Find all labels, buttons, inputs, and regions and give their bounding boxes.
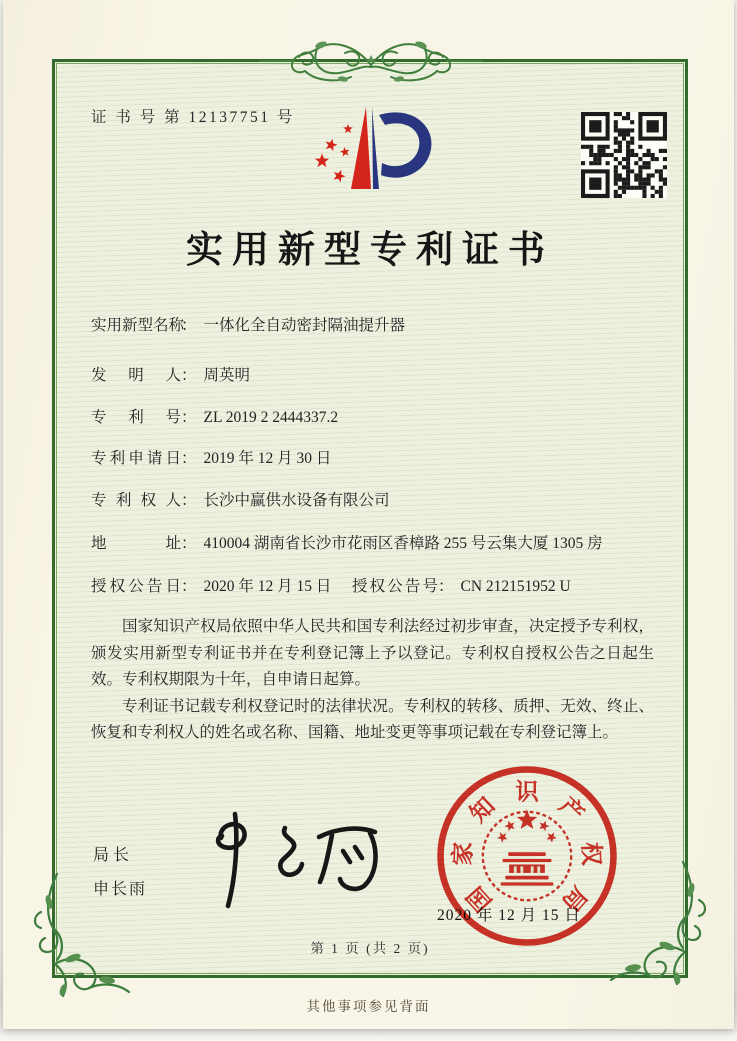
svg-text:知: 知: [465, 792, 501, 828]
field-row-patent-no: [91, 405, 657, 427]
page-number: 第 1 页 (共 2 页): [310, 941, 430, 956]
field-label: 专利申请日: [91, 450, 181, 467]
field-label: 地址: [91, 535, 181, 552]
field-value: CN 212151952 U: [460, 578, 571, 595]
certificate-title: 实用新型专利证书: [186, 230, 554, 271]
certificate-paper: [3, 0, 734, 1029]
svg-text:局: 局: [556, 880, 592, 916]
back-side-note: 其他事项参见背面: [306, 999, 431, 1014]
field-label: 专利号: [91, 409, 181, 426]
field-colon: ：: [181, 578, 197, 595]
commissioner-signature: [191, 806, 389, 914]
field-colon: ：: [181, 492, 197, 509]
field-colon: ：: [438, 578, 454, 595]
field-row-grant-date: [91, 574, 657, 596]
field-label: 授权公告号: [352, 578, 438, 595]
field-colon: ：: [181, 367, 197, 384]
field-value: 一体化全自动密封隔油提升器: [203, 317, 406, 334]
svg-text:国: 国: [462, 880, 498, 916]
field-row-filing-date: [91, 446, 657, 468]
field-value: 2019 年 12 月 30 日: [203, 450, 332, 467]
svg-text:权: 权: [576, 841, 604, 866]
commissioner-name: 申长雨: [93, 881, 148, 898]
svg-text:产: 产: [553, 792, 589, 828]
field-grant-number: [352, 574, 571, 596]
legal-text-block: [91, 614, 654, 747]
top-flourish-ornament: [259, 31, 483, 95]
legal-paragraph-1: 国家知识产权局依照中华人民共和国专利法经过初步审查，决定授予专利权，颁发实用新型专利证书并在专利登记簿上予以登记。专利权自授权公告之日起生效。专利权期限为十年，自申请日起算。: [91, 618, 654, 688]
svg-text:识: 识: [515, 779, 539, 806]
field-colon: ：: [181, 450, 197, 467]
certificate-number: 证 书 号 第 12137751 号: [91, 109, 295, 126]
svg-text:家: 家: [450, 841, 478, 866]
field-value: 周英明: [203, 367, 251, 384]
field-colon: ：: [181, 317, 197, 334]
cnipa-logo-icon: [295, 101, 449, 207]
field-row-address: [91, 531, 657, 553]
legal-paragraph-2: 专利证书记载专利权登记时的法律状况。专利权的转移、质押、无效、终止、恢复和专利权人的姓名或名称、国籍、地址变更等事项记载在专利登记簿上。: [91, 697, 654, 741]
field-colon: ：: [181, 409, 197, 426]
field-value: 长沙中赢供水设备有限公司: [203, 492, 390, 509]
commissioner-title: 局长: [93, 847, 134, 864]
field-label: 实用新型名称: [91, 317, 185, 334]
field-value: 2020 年 12 月 15 日: [203, 578, 332, 595]
field-label: 授权公告日: [91, 578, 181, 595]
seal-date: 2020 年 12 月 15 日: [437, 907, 581, 924]
field-label: 发明人: [91, 367, 181, 384]
field-colon: ：: [181, 535, 197, 552]
qr-code: [581, 112, 667, 198]
field-row-inventor: [91, 363, 657, 385]
field-value: ZL 2019 2 2444337.2: [203, 409, 339, 426]
cnipa-official-seal: [433, 762, 621, 950]
field-value: 410004 湖南省长沙市花雨区香樟路 255 号云集大厦 1305 房: [203, 535, 603, 552]
field-row-patentee: [91, 488, 657, 510]
field-row-name: [91, 313, 657, 335]
field-label: 专利权人: [91, 492, 181, 509]
